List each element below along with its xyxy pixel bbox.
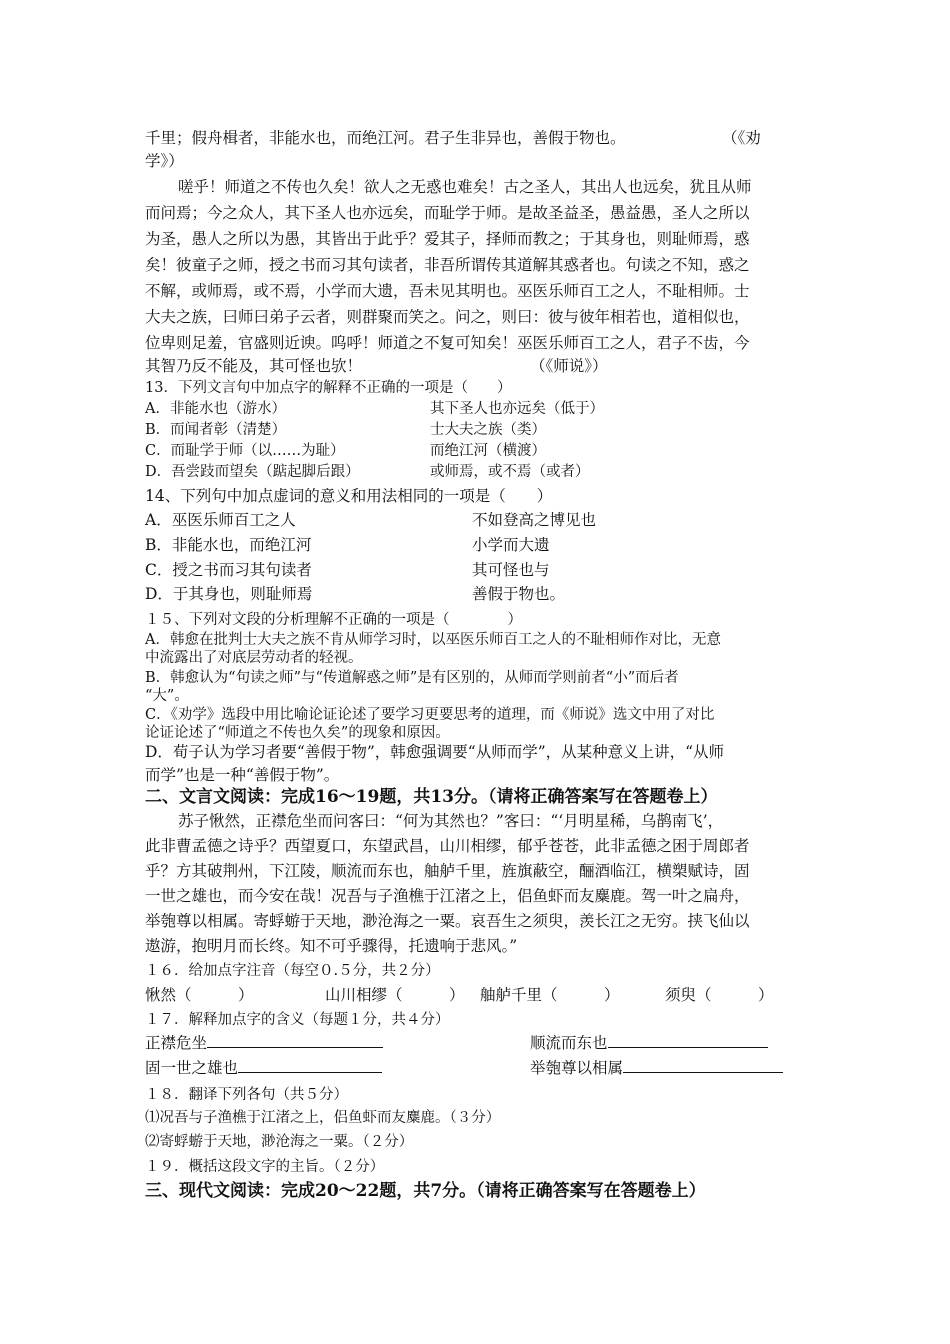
- q14-option-c-pair: 其可怪也与: [472, 561, 550, 579]
- question-18-stem: １８．翻译下列各句（共５分）: [145, 1087, 348, 1103]
- q15-option-a-line: A．韩愈在批判士大夫之族不肯从师学习时，以巫医乐师百工之人的不耻相师作对比，无意: [145, 632, 721, 648]
- q13-option-c-pair: 而绝江河（横渡）: [430, 443, 546, 459]
- chi-bi-fu-line: 乎？方其破荆州，下江陵，顺流而东也，舳舻千里，旌旗蔽空，酾酒临江，横槊赋诗，固: [145, 862, 750, 880]
- shi-shuo-line: 位卑则足羞，官盛则近谀。呜呼！师道之不复可知矣！巫医乐师百工之人，君子不齿，今: [145, 334, 750, 352]
- chi-bi-fu-line: 举匏尊以相属。寄蜉蝣于天地，渺沧海之一粟。哀吾生之须臾，羡长江之无穷。挟飞仙以: [145, 912, 750, 930]
- quan-xue-source-a: （《劝: [722, 129, 761, 147]
- q17-item: 顺流而东也: [530, 1033, 768, 1053]
- q18-sentence-2: ⑵寄蜉蝣于天地，渺沧海之一粟。（２分）: [145, 1134, 414, 1150]
- shi-shuo-line: 嗟乎！师道之不传也久矣！欲人之无惑也难矣！古之圣人，其出人也远矣，犹且从师: [178, 178, 752, 196]
- quan-xue-source-b: 学》）: [145, 152, 184, 170]
- q18-sentence-1: ⑴况吾与子渔樵于江渚之上，侣鱼虾而友麋鹿。（３分）: [145, 1110, 501, 1126]
- answer-blank[interactable]: [608, 1033, 768, 1048]
- q13-option-b-pair: 士大夫之族（类）: [430, 422, 546, 438]
- shi-shuo-line: 为圣，愚人之所以为愚，其皆出于此乎？爱其子，择师而教之；于其身也，则耻师焉，惑: [145, 230, 750, 248]
- q17-item: 举匏尊以相属: [530, 1058, 783, 1078]
- q13-option-b: B．而闻者彰（清楚）: [145, 422, 287, 438]
- q17-item: 正襟危坐: [145, 1033, 383, 1053]
- q14-option-a: A．巫医乐师百工之人: [145, 511, 296, 529]
- q17-item: 固一世之雄也: [145, 1058, 382, 1078]
- chi-bi-fu-line: 一世之雄也，而今安在哉！况吾与子渔樵于江渚之上，侣鱼虾而友麋鹿。驾一叶之扁舟，: [145, 887, 750, 905]
- question-15-stem: １５、下列对文段的分析理解不正确的一项是（ ）: [145, 612, 522, 628]
- answer-blank[interactable]: [207, 1033, 383, 1048]
- q16-item: 愀然（ ）: [145, 986, 254, 1004]
- q16-item: 山川相缪（ ）: [325, 986, 465, 1004]
- question-17-stem: １７．解释加点字的含义（每题１分，共４分）: [145, 1012, 450, 1028]
- q15-option-d-line: 而学”也是一种“善假于物”。: [145, 766, 340, 784]
- q14-option-d-pair: 善假于物也。: [472, 585, 566, 603]
- shi-shuo-line: 矣！彼童子之师，授之书而习其句读者，非吾所谓传其道解其惑者也。句读之不知，惑之: [145, 256, 750, 274]
- question-16-stem: １６．给加点字注音（每空０.５分，共２分）: [145, 963, 440, 979]
- q15-option-d-line: D．荀子认为学习者要“善假于物”，韩愈强调要“从师而学”，从某种意义上讲，“从师: [145, 743, 725, 761]
- question-19-stem: １９．概括这段文字的主旨。（２分）: [145, 1159, 385, 1175]
- answer-blank[interactable]: [623, 1058, 783, 1073]
- q13-option-a-pair: 其下圣人也亦远矣（低于）: [430, 401, 604, 417]
- q15-option-c-line: C．《劝学》选段中用比喻论证论述了要学习更要思考的道理，而《师说》选文中用了对比: [145, 707, 715, 723]
- chi-bi-fu-line: 此非曹孟德之诗乎？西望夏口，东望武昌，山川相缪，郁乎苍苍，此非孟德之困于周郎者: [145, 837, 750, 855]
- question-14-stem: 14、下列句中加点虚词的意义和用法相同的一项是（ ）: [145, 487, 553, 505]
- quan-xue-line: 千里；假舟楫者，非能水也，而绝江河。君子生非异也，善假于物也。: [145, 129, 626, 147]
- shi-shuo-line: 不解，或师焉，或不焉，小学而大遗，吾未见其明也。巫医乐师百工之人，不耻相师。士: [145, 282, 750, 300]
- q15-option-c-line: 论证论述了“师道之不传也久矣”的现象和原因。: [145, 725, 450, 741]
- chi-bi-fu-line: 遨游，抱明月而长终。知不可乎骤得，托遗响于悲风。”: [145, 937, 518, 955]
- q14-option-b: B．非能水也，而绝江河: [145, 536, 312, 554]
- q16-item: 须臾（ ）: [665, 986, 774, 1004]
- section-3-heading: 三、现代文阅读：完成20～22题，共7分。（请将正确答案写在答题卷上）: [145, 1181, 706, 1201]
- q16-item: 舳舻千里（ ）: [480, 986, 620, 1004]
- shi-shuo-line: 大夫之族，曰师曰弟子云者，则群聚而笑之。问之，则曰：彼与彼年相若也，道相似也，: [145, 308, 750, 326]
- chi-bi-fu-line: 苏子愀然，正襟危坐而问客曰：“何为其然也？”客曰：“‘月明星稀，乌鹊南飞’，: [178, 812, 724, 830]
- q13-option-a: A．非能水也（游水）: [145, 401, 286, 417]
- shi-shuo-source: （《师说》）: [530, 357, 608, 375]
- q13-option-d: D．吾尝跂而望矣（踮起脚后跟）: [145, 464, 360, 480]
- q15-option-b-line: B．韩愈认为“句读之师”与“传道解惑之师”是有区别的，从师而学则前者“小”而后者: [145, 670, 679, 686]
- shi-shuo-line: 而问焉；今之众人，其下圣人也亦远矣，而耻学于师。是故圣益圣，愚益愚，圣人之所以: [145, 204, 750, 222]
- shi-shuo-line: 其智乃反不能及，其可怪也欤！: [145, 357, 363, 375]
- q14-option-a-pair: 不如登高之博见也: [472, 511, 597, 529]
- q14-option-b-pair: 小学而大遗: [472, 536, 550, 554]
- q15-option-b-line: “大”。: [145, 688, 189, 704]
- question-13-stem: 13．下列文言句中加点字的解释不正确的一项是（ ）: [145, 380, 512, 396]
- q13-option-d-pair: 或师焉，或不焉（或者）: [430, 464, 590, 480]
- q14-option-c: C．授之书而习其句读者: [145, 561, 312, 579]
- q13-option-c: C．而耻学于师（以……为耻）: [145, 443, 345, 459]
- answer-blank[interactable]: [238, 1058, 382, 1073]
- section-2-heading: 二、文言文阅读：完成16～19题，共13分。（请将正确答案写在答题卷上）: [145, 787, 718, 807]
- q15-option-a-line: 中流露出了对底层劳动者的轻视。: [145, 650, 363, 666]
- q14-option-d: D．于其身也，则耻师焉: [145, 585, 313, 603]
